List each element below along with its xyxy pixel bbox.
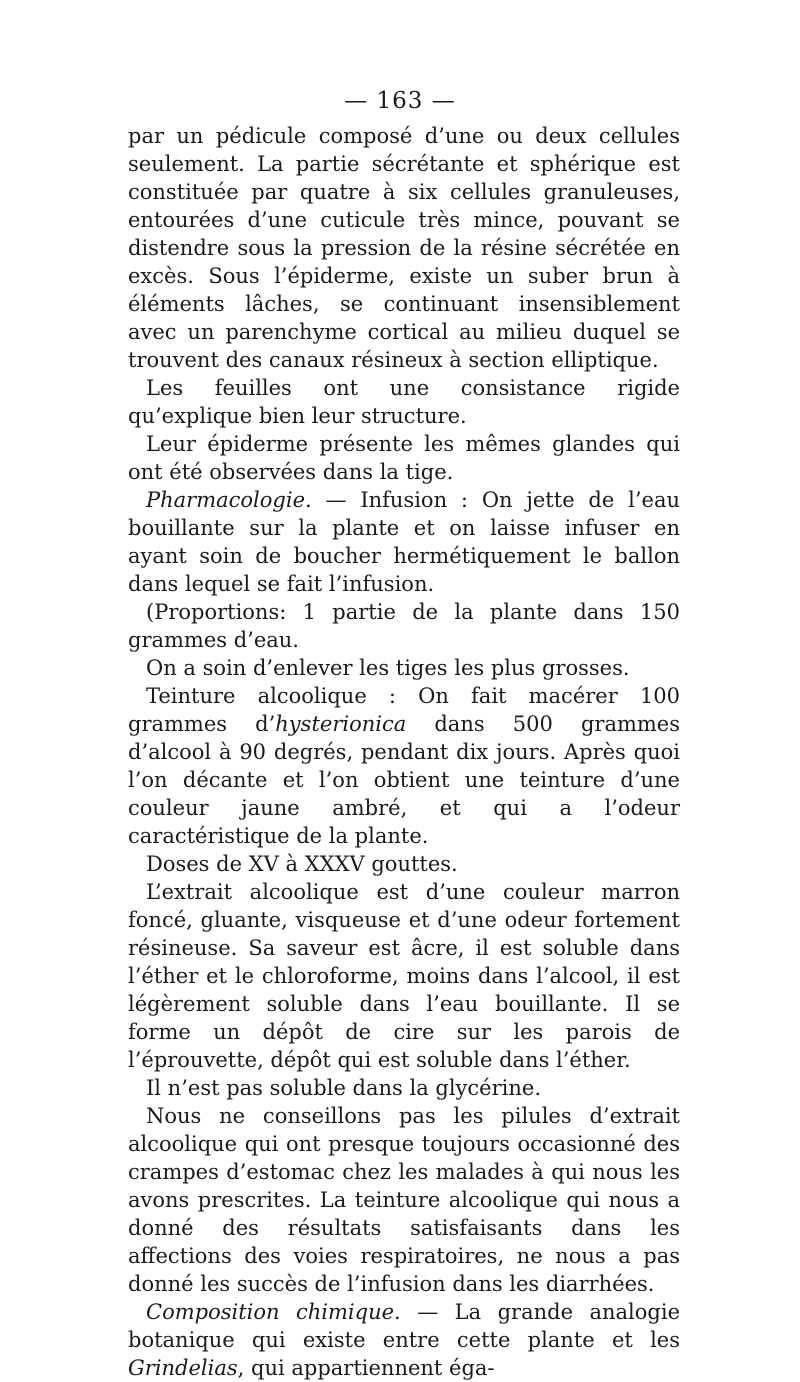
paragraph: Il n’est pas soluble dans la glycérine. — [146, 1076, 541, 1100]
body-text — [128, 122, 680, 1382]
paragraph: Leur épiderme présente les mêmes glandes qui ont été observées dans la tige. — [128, 432, 680, 484]
paragraph: Doses de XV à XXXV gouttes. — [146, 852, 458, 876]
paragraph: Les feuilles ont une consistance rigide qu’explique bien leur structure. — [128, 376, 680, 428]
paragraph: par un pédicule composé d’une ou deux cellules seulement. La partie sécrétante et sphérique est constituée par quatre à six cellules granuleuses, entourées d’une cuticule très mince, pouvant se distendre sous la pression de la résine sécrétée en excès. Sous l’épiderme, existe un suber brun à éléments lâches, se continuant insensiblement avec un parenchyme cortical au milieu duquel se trouvent des canaux résineux à section elliptique. — [128, 124, 680, 372]
paragraph-text: , qui appartiennent éga- — [237, 1356, 495, 1380]
page-number: — 163 — — [344, 88, 456, 114]
section-heading: Composition chimique. — [146, 1300, 401, 1324]
paragraph — [128, 682, 680, 850]
italic-term: Grindelias — [128, 1356, 238, 1380]
italic-term: hysterionica — [275, 712, 407, 736]
paragraph — [128, 486, 680, 598]
paragraph-text: Teinture alcoolique : On fait macérer 100 grammes d’ — [128, 684, 680, 736]
paragraph-text: — Infusion : On jette de l’eau bouillante sur la plante et on laisse infuser en ayant soin de boucher hermétiquement le ballon dans lequel se fait l’infusion. — [128, 488, 680, 596]
section-heading: Pharmacologie. — [146, 488, 312, 512]
paragraph: On a soin d’enlever les tiges les plus grosses. — [146, 656, 630, 680]
paragraph — [128, 1298, 680, 1382]
paragraph-text: dans 500 grammes d’alcool à 90 degrés, pendant dix jours. Après quoi l’on décante et l’on obtient une teinture d’une couleur jaune ambré, et qui a l’odeur caractéristique de la plante. — [128, 712, 680, 848]
paragraph: L’extrait alcoolique est d’une couleur marron foncé, gluante, visqueuse et d’une odeur fortement résineuse. Sa saveur est âcre, il est soluble dans l’éther et le chloroforme, moins dans l’alcool, il est légèrement soluble dans l’eau bouillante. Il se forme un dépôt de cire sur les parois de l’éprouvette, dépôt qui est soluble dans l’éther. — [128, 880, 680, 1072]
paragraph-text: — La grande analogie botanique qui existe entre cette plante et les — [128, 1300, 681, 1352]
paragraph: (Proportions: 1 partie de la plante dans 150 grammes d’eau. — [128, 600, 680, 652]
paragraph: Nous ne conseillons pas les pilules d’extrait alcoolique qui ont presque toujours occasionné des crampes d’estomac chez les malades à qui nous les avons prescrites. La teinture alcoolique qui nous a donné des résultats satisfaisants dans les affections des voies respiratoires, ne nous a pas donné les succès de l’infusion dans les diarrhées. — [128, 1104, 680, 1296]
